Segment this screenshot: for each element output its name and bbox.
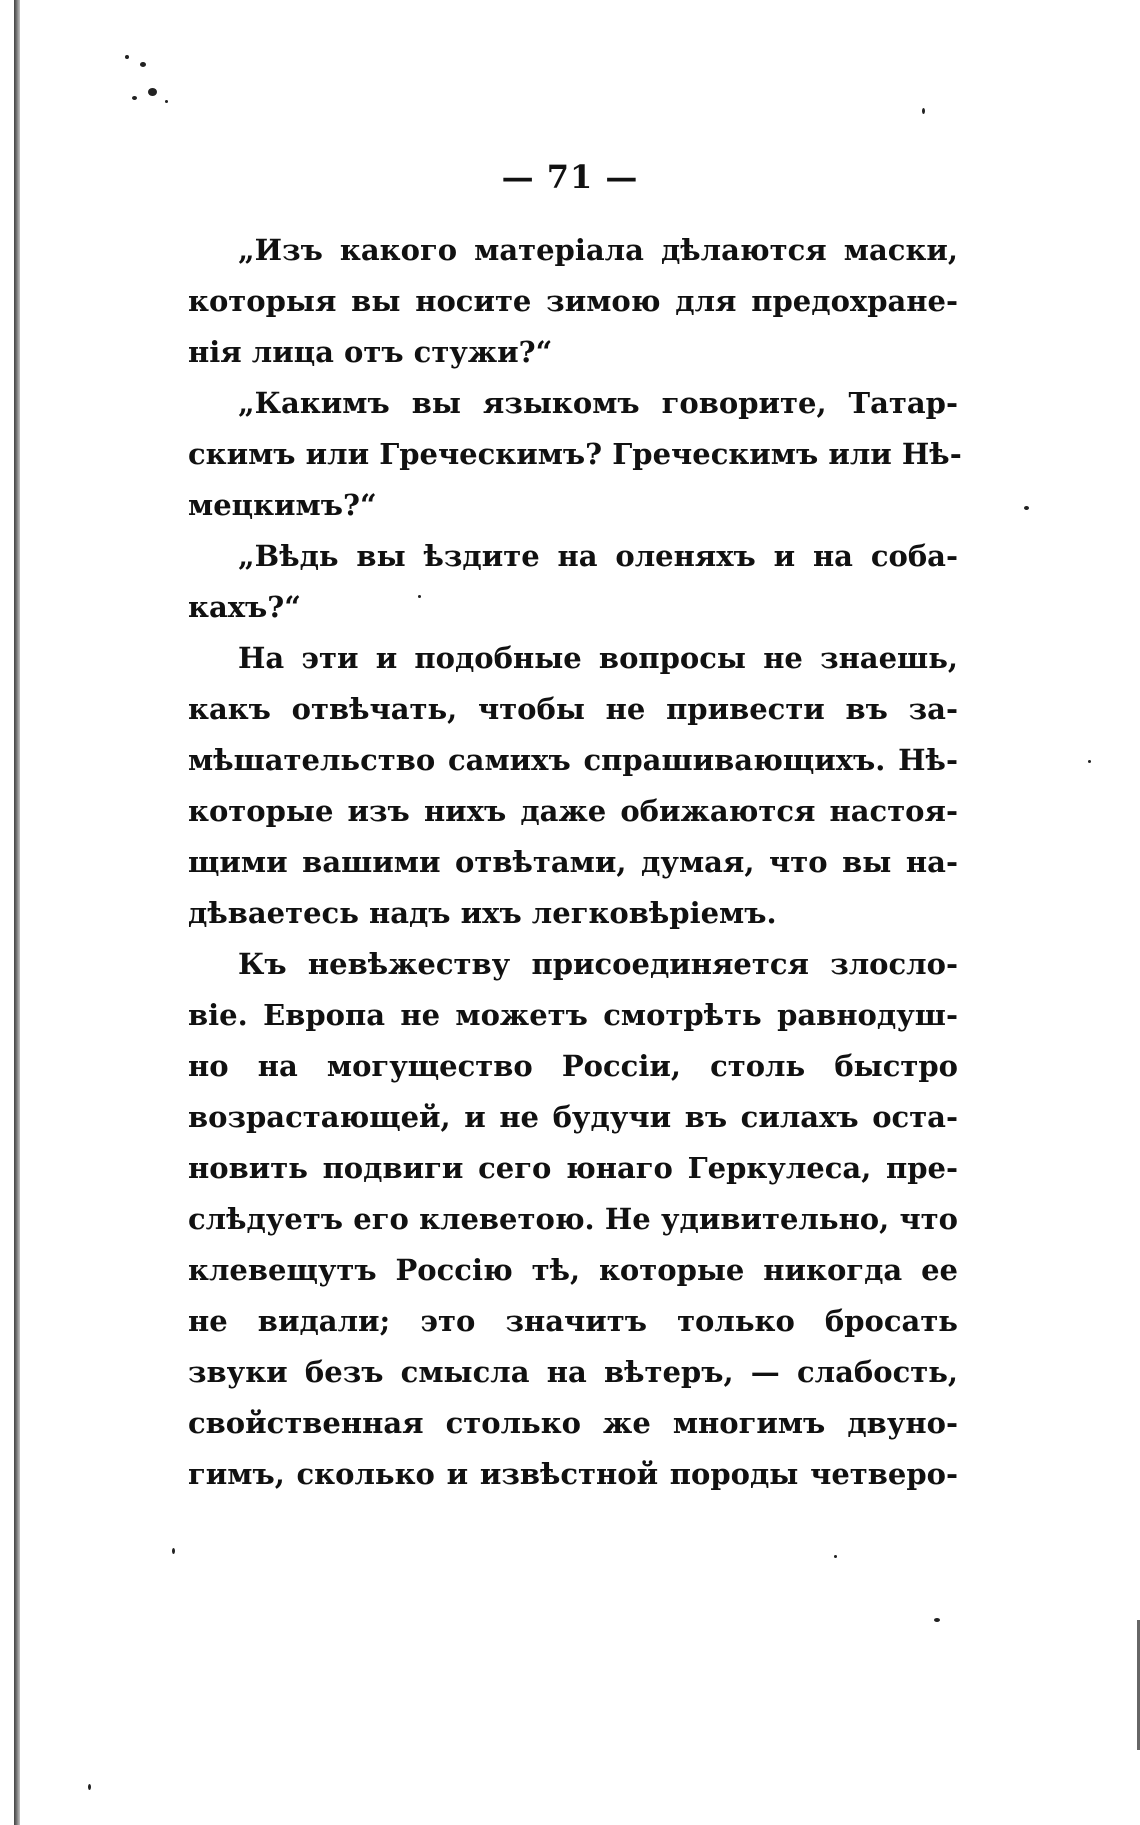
- text-line: кахъ?“: [188, 590, 301, 624]
- binding-edge: [14, 0, 20, 1825]
- text-line: возрастающей, и не будучи въ силахъ оста-: [188, 1100, 958, 1134]
- ink-speck: [1088, 760, 1091, 763]
- paragraph: [188, 531, 958, 633]
- paragraph: [188, 378, 962, 531]
- body-text: [188, 225, 962, 1500]
- text-line: „Вѣдь вы ѣздите на оленяхъ и на соба-: [238, 539, 958, 573]
- text-line: На эти и подобные вопросы не знаешь,: [238, 641, 958, 675]
- text-line: дѣваетесь надъ ихъ легковѣріемъ.: [188, 896, 777, 930]
- text-line: скимъ или Греческимъ? Греческимъ или Нѣ-: [188, 437, 962, 471]
- text-line: віе. Европа не можетъ смотрѣть равнодуш-: [188, 998, 958, 1032]
- text-line: звуки безъ смысла на вѣтеръ, — слабость,: [188, 1355, 958, 1389]
- text-line: но на могущество Россіи, столь быстро: [188, 1049, 958, 1083]
- ink-speck: [140, 62, 146, 67]
- ink-speck: [1024, 506, 1029, 510]
- ink-speck: [165, 100, 168, 103]
- text-line: слѣдуетъ его клеветою. Не удивительно, что: [188, 1202, 958, 1236]
- text-line: мѣшательство самихъ спрашивающихъ. Нѣ-: [188, 743, 958, 777]
- text-line: „Какимъ вы языкомъ говорите, Татар-: [238, 386, 958, 420]
- text-line: свойственная столько же многимъ двуно-: [188, 1406, 958, 1440]
- page-number: — 71 —: [501, 158, 639, 196]
- text-line: новить подвиги сего юнаго Геркулеса, пре-: [188, 1151, 958, 1185]
- ink-speck: [922, 108, 925, 114]
- text-line: гимъ, сколько и извѣстной породы четверо-: [188, 1457, 958, 1491]
- ink-speck: [125, 55, 129, 59]
- text-line: которыя вы носите зимою для предохране-: [188, 284, 958, 318]
- ink-speck: [172, 1548, 175, 1554]
- text-line: щими вашими отвѣтами, думая, что вы на-: [188, 845, 958, 879]
- text-line: какъ отвѣчать, чтобы не привести въ за-: [188, 692, 958, 726]
- paragraph: [188, 939, 958, 1500]
- text-line: не видали; это значитъ только бросать: [188, 1304, 958, 1338]
- ink-speck: [934, 1618, 940, 1622]
- text-line: клевещутъ Россію тѣ, которые никогда ее: [188, 1253, 958, 1287]
- ink-speck: [132, 96, 137, 100]
- text-line: которые изъ нихъ даже обижаются настоя-: [188, 794, 958, 828]
- text-line: „Изъ какого матеріала дѣлаются маски,: [238, 233, 958, 267]
- paragraph: [188, 633, 958, 939]
- text-line: нія лица отъ стужи?“: [188, 335, 553, 369]
- ink-speck: [148, 88, 157, 96]
- paragraph: [188, 225, 958, 378]
- ink-speck: [834, 1555, 837, 1558]
- ink-speck: [88, 1784, 91, 1790]
- text-line: мецкимъ?“: [188, 488, 377, 522]
- text-line: Къ невѣжеству присоединяется злосло-: [238, 947, 958, 981]
